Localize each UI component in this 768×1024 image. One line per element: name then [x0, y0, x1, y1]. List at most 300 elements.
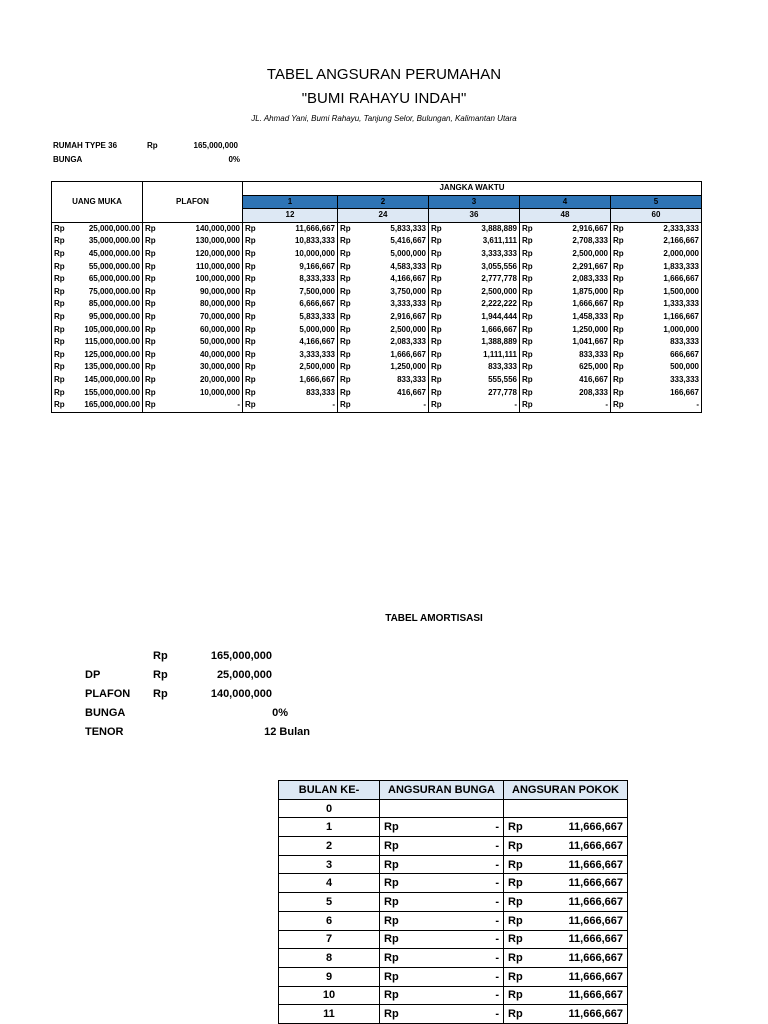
bunga-value: - — [495, 858, 499, 871]
currency-cell: Rp — [52, 248, 70, 261]
currency-label: Rp — [384, 933, 399, 946]
installment-cell: 416,667 — [544, 374, 610, 387]
currency-cell: Rp — [340, 299, 351, 309]
table-row — [279, 911, 628, 930]
currency-cell: Rp — [613, 324, 624, 334]
bunga-label: BUNGA — [53, 155, 83, 164]
dp-currency: Rp — [153, 669, 168, 681]
plafon-cell: 60,000,000 — [166, 324, 242, 337]
currency-cell: Rp — [340, 236, 351, 246]
currency-cell: Rp — [431, 223, 442, 233]
table-row — [52, 298, 702, 311]
plafon-cell: 90,000,000 — [166, 286, 242, 299]
installment-cell: 666,667 — [635, 349, 701, 362]
bunga-cell — [380, 1005, 504, 1024]
plafon-cell: 50,000,000 — [166, 336, 242, 349]
currency-cell: Rp — [145, 261, 156, 271]
uang-muka-cell: 95,000,000.00 — [70, 311, 143, 324]
table-row — [52, 336, 702, 349]
currency-label: Rp — [384, 839, 399, 852]
currency-cell: Rp — [245, 299, 256, 309]
installment-cell: 3,333,333 — [267, 349, 338, 362]
tenor-label: TENOR — [85, 726, 124, 738]
year-header: 5 — [611, 195, 702, 209]
installment-cell: 1,875,000 — [544, 286, 610, 299]
currency-cell: Rp — [522, 248, 533, 258]
table-row — [52, 235, 702, 248]
pokok-split — [508, 1008, 623, 1020]
installment-cell: 3,333,333 — [453, 248, 519, 261]
currency-cell: Rp — [52, 374, 70, 387]
installment-cell: 5,416,667 — [362, 235, 428, 248]
currency-cell: Rp — [145, 374, 156, 384]
currency-cell: Rp — [431, 236, 442, 246]
currency-cell: Rp — [245, 374, 256, 384]
installment-cell: 1,833,333 — [635, 261, 701, 274]
pokok-value: 11,666,667 — [568, 839, 623, 852]
installment-cell: - — [362, 399, 428, 412]
currency-cell: Rp — [143, 399, 167, 412]
currency-cell: Rp — [145, 223, 156, 233]
bunga-value: - — [495, 952, 499, 965]
bunga-cell — [380, 893, 504, 912]
installment-cell: 2,500,000 — [544, 248, 610, 261]
currency-cell: Rp — [522, 274, 533, 284]
pokok-value: 11,666,667 — [568, 933, 623, 946]
currency-cell: Rp — [613, 374, 624, 384]
pokok-value: 11,666,667 — [568, 877, 623, 890]
installment-cell: 333,333 — [635, 374, 701, 387]
pokok-value: 11,666,667 — [568, 895, 623, 908]
currency-cell: Rp — [522, 236, 533, 246]
installment-cell: 555,556 — [453, 374, 519, 387]
currency-cell: Rp — [340, 274, 351, 284]
pokok-split — [508, 821, 623, 833]
pokok-cell — [504, 911, 628, 930]
installment-cell: 208,333 — [544, 387, 610, 400]
currency-label: Rp — [508, 933, 523, 946]
currency-cell: Rp — [431, 387, 442, 397]
installment-cell: 1,944,444 — [453, 311, 519, 324]
table-row — [279, 986, 628, 1005]
currency-cell: Rp — [245, 349, 256, 359]
pokok-split — [508, 989, 623, 1001]
currency-cell: Rp — [429, 399, 454, 412]
currency-cell: Rp — [431, 362, 442, 372]
month-cell: 0 — [279, 799, 380, 818]
currency-cell: Rp — [145, 349, 156, 359]
installment-cell: 4,166,667 — [267, 336, 338, 349]
currency-cell: Rp — [145, 324, 156, 334]
col-angsuran-bunga: ANGSURAN BUNGA — [380, 781, 504, 800]
currency-cell: Rp — [245, 387, 256, 397]
uang-muka-cell: 25,000,000.00 — [70, 222, 143, 235]
table-row — [52, 261, 702, 274]
col-plafon: PLAFON — [143, 182, 243, 223]
currency-label: Rp — [384, 952, 399, 965]
currency-cell: Rp — [431, 324, 442, 334]
pokok-value: 11,666,667 — [568, 1008, 623, 1021]
installment-cell: 2,500,000 — [453, 286, 519, 299]
bunga-cell — [380, 967, 504, 986]
pokok-cell — [504, 967, 628, 986]
year-header: 2 — [338, 195, 429, 209]
installment-cell: - — [453, 399, 519, 412]
month-cell: 4 — [279, 874, 380, 893]
bunga-value: - — [495, 1008, 499, 1021]
installment-cell: 2,291,667 — [544, 261, 610, 274]
currency-cell: Rp — [52, 324, 70, 337]
installment-cell: 5,833,333 — [267, 311, 338, 324]
plafon-label: PLAFON — [85, 688, 131, 700]
currency-cell: Rp — [145, 248, 156, 258]
installment-cell: 1,166,667 — [635, 311, 701, 324]
currency-cell: Rp — [522, 387, 533, 397]
currency-cell: Rp — [52, 399, 70, 412]
month-header: 60 — [611, 209, 702, 223]
table-row — [279, 949, 628, 968]
page-subtitle: "BUMI RAHAYU INDAH" — [301, 90, 467, 107]
month-cell: 8 — [279, 949, 380, 968]
installment-cell: 1,666,667 — [635, 273, 701, 286]
table-row — [52, 222, 702, 235]
currency-cell: Rp — [340, 248, 351, 258]
installment-cell: - — [544, 399, 610, 412]
currency-cell: Rp — [340, 337, 351, 347]
currency-cell: Rp — [431, 248, 442, 258]
plafon-cell: 20,000,000 — [166, 374, 242, 387]
currency-cell: Rp — [338, 399, 363, 412]
currency-cell: Rp — [613, 299, 624, 309]
table-row — [279, 855, 628, 874]
installment-cell: 3,750,000 — [362, 286, 428, 299]
plafon-cell: 40,000,000 — [166, 349, 242, 362]
installment-cell: 2,777,778 — [453, 273, 519, 286]
installment-cell: - — [635, 399, 701, 412]
amortization-table — [278, 780, 628, 1024]
bunga-value: - — [495, 839, 499, 852]
table-row — [279, 967, 628, 986]
currency-cell: Rp — [245, 337, 256, 347]
currency-cell: Rp — [52, 235, 70, 248]
installment-cell: 4,583,333 — [362, 261, 428, 274]
installment-cell: 4,166,667 — [362, 273, 428, 286]
installment-cell: 1,388,889 — [453, 336, 519, 349]
currency-cell: Rp — [340, 374, 351, 384]
pokok-value: 11,666,667 — [568, 970, 623, 983]
installment-cell: 10,000,000 — [267, 248, 338, 261]
installment-cell: - — [267, 399, 338, 412]
table-row — [52, 387, 702, 400]
currency-cell: Rp — [520, 399, 545, 412]
currency-cell: Rp — [522, 223, 533, 233]
pokok-cell — [504, 818, 628, 837]
installment-cell: 5,000,000 — [362, 248, 428, 261]
installment-cell: 1,111,111 — [453, 349, 519, 362]
bunga-cell — [380, 818, 504, 837]
uang-muka-cell: 85,000,000.00 — [70, 298, 143, 311]
table-row — [52, 248, 702, 261]
currency-label: Rp — [508, 839, 523, 852]
currency-label: Rp — [384, 877, 399, 890]
table-row — [279, 837, 628, 856]
currency-cell: Rp — [245, 324, 256, 334]
uang-muka-cell: 135,000,000.00 — [70, 361, 143, 374]
currency-label: Rp — [508, 858, 523, 871]
currency-cell: Rp — [340, 349, 351, 359]
pokok-cell — [504, 1005, 628, 1024]
currency-cell: Rp — [245, 248, 256, 258]
year-header: 1 — [243, 195, 338, 209]
month-cell: 3 — [279, 855, 380, 874]
installment-cell: 625,000 — [544, 361, 610, 374]
installment-cell: 3,055,556 — [453, 261, 519, 274]
plafon-cell: 10,000,000 — [166, 387, 242, 400]
currency-label: Rp — [384, 914, 399, 927]
pokok-value: 11,666,667 — [568, 821, 623, 834]
month-cell: 7 — [279, 930, 380, 949]
currency-cell: Rp — [52, 286, 70, 299]
currency-cell: Rp — [431, 311, 442, 321]
currency-label: Rp — [384, 970, 399, 983]
bunga-cell — [380, 949, 504, 968]
currency-label: Rp — [384, 895, 399, 908]
month-header: 36 — [429, 209, 520, 223]
currency-label: Rp — [508, 970, 523, 983]
currency-cell: Rp — [52, 261, 70, 274]
currency-cell: Rp — [613, 261, 624, 271]
installment-cell: 2,500,000 — [267, 361, 338, 374]
bunga-cell — [380, 837, 504, 856]
currency-cell: Rp — [613, 311, 624, 321]
amortization-body — [279, 799, 628, 1023]
currency-cell: Rp — [522, 337, 533, 347]
currency-cell: Rp — [340, 387, 351, 397]
installment-cell: 1,041,667 — [544, 336, 610, 349]
page-title: TABEL ANGSURAN PERUMAHAN — [266, 66, 502, 83]
uang-muka-cell: 155,000,000.00 — [70, 387, 143, 400]
uang-muka-cell: 115,000,000.00 — [70, 336, 143, 349]
bunga-split — [384, 971, 499, 983]
installment-cell: 833,333 — [635, 336, 701, 349]
month-cell: 9 — [279, 967, 380, 986]
installment-cell: 3,888,889 — [453, 222, 519, 235]
currency-cell: Rp — [611, 399, 636, 412]
pokok-value: 11,666,667 — [568, 952, 623, 965]
installment-cell: 3,611,111 — [453, 235, 519, 248]
currency-cell: Rp — [52, 387, 70, 400]
month-cell: 6 — [279, 911, 380, 930]
currency-cell: Rp — [145, 286, 156, 296]
table-row — [52, 374, 702, 387]
installment-cell: 2,000,000 — [635, 248, 701, 261]
bunga-value: - — [495, 821, 499, 834]
plafon-cell: 80,000,000 — [166, 298, 242, 311]
price-currency: Rp — [147, 141, 158, 150]
table-row — [279, 874, 628, 893]
table-row — [52, 361, 702, 374]
installment-cell: 7,500,000 — [267, 286, 338, 299]
month-header: 24 — [338, 209, 429, 223]
bunga-amort-label: BUNGA — [85, 707, 126, 719]
currency-cell: Rp — [245, 286, 256, 296]
plafon-cell: 130,000,000 — [166, 235, 242, 248]
installment-cell: 833,333 — [267, 387, 338, 400]
installment-table — [51, 181, 702, 413]
currency-cell: Rp — [340, 286, 351, 296]
currency-label: Rp — [508, 989, 523, 1002]
installment-cell: 500,000 — [635, 361, 701, 374]
currency-cell: Rp — [613, 337, 624, 347]
currency-cell: Rp — [52, 349, 70, 362]
bunga-cell — [380, 874, 504, 893]
currency-cell: Rp — [243, 399, 267, 412]
bunga-cell — [380, 911, 504, 930]
currency-cell: Rp — [52, 222, 70, 235]
currency-label: Rp — [384, 821, 399, 834]
bunga-split — [384, 915, 499, 927]
installment-cell: 1,500,000 — [635, 286, 701, 299]
bunga-value: - — [495, 914, 499, 927]
uang-muka-cell: 55,000,000.00 — [70, 261, 143, 274]
currency-cell: Rp — [52, 298, 70, 311]
currency-cell: Rp — [522, 349, 533, 359]
pokok-cell — [504, 986, 628, 1005]
month-cell: 2 — [279, 837, 380, 856]
currency-label: Rp — [508, 821, 523, 834]
installment-cell: 416,667 — [362, 387, 428, 400]
pokok-split — [508, 859, 623, 871]
installment-cell: 1,333,333 — [635, 298, 701, 311]
plafon-value: 140,000,000 — [210, 688, 272, 700]
installment-cell: 2,083,333 — [362, 336, 428, 349]
uang-muka-cell: 145,000,000.00 — [70, 374, 143, 387]
currency-label: Rp — [384, 989, 399, 1002]
table-row — [279, 893, 628, 912]
installment-cell: 1,458,333 — [544, 311, 610, 324]
amortization-title: TABEL AMORTISASI — [385, 613, 483, 624]
installment-cell: 11,666,667 — [267, 222, 338, 235]
plafon-cell: 140,000,000 — [166, 222, 242, 235]
currency-cell: Rp — [145, 236, 156, 246]
table-row — [52, 273, 702, 286]
installment-cell: 9,166,667 — [267, 261, 338, 274]
currency-cell: Rp — [522, 311, 533, 321]
bunga-split — [384, 952, 499, 964]
installment-cell: 10,833,333 — [267, 235, 338, 248]
bunga-value: - — [495, 989, 499, 1002]
currency-cell: Rp — [431, 261, 442, 271]
currency-label: Rp — [508, 914, 523, 927]
currency-cell: Rp — [431, 374, 442, 384]
uang-muka-cell: 45,000,000.00 — [70, 248, 143, 261]
table-row — [52, 286, 702, 299]
installment-cell: 1,666,667 — [362, 349, 428, 362]
uang-muka-cell: 75,000,000.00 — [70, 286, 143, 299]
installment-cell: 2,333,333 — [635, 222, 701, 235]
currency-cell: Rp — [522, 374, 533, 384]
plafon-cell: - — [166, 399, 242, 412]
bunga-cell — [380, 855, 504, 874]
bunga-value: - — [495, 895, 499, 908]
bunga-value: - — [495, 933, 499, 946]
pokok-split — [508, 971, 623, 983]
month-cell: 11 — [279, 1005, 380, 1024]
plafon-cell: 30,000,000 — [166, 361, 242, 374]
currency-label: Rp — [508, 1008, 523, 1021]
currency-cell: Rp — [245, 274, 256, 284]
dp-label: DP — [85, 669, 101, 681]
currency-cell: Rp — [245, 311, 256, 321]
currency-label: Rp — [384, 1008, 399, 1021]
currency-cell: Rp — [245, 223, 256, 233]
pokok-split — [508, 933, 623, 945]
plafon-cell: 120,000,000 — [166, 248, 242, 261]
col-angsuran-pokok: ANGSURAN POKOK — [504, 781, 628, 800]
bunga-split — [384, 821, 499, 833]
bunga-split — [384, 859, 499, 871]
installment-cell: 6,666,667 — [267, 298, 338, 311]
bunga-split — [384, 1008, 499, 1020]
bunga-split — [384, 840, 499, 852]
currency-cell: Rp — [52, 361, 70, 374]
currency-cell: Rp — [340, 223, 351, 233]
currency-cell: Rp — [431, 286, 442, 296]
pokok-split — [508, 840, 623, 852]
uang-muka-cell: 35,000,000.00 — [70, 235, 143, 248]
pokok-split — [508, 952, 623, 964]
plafon-cell: 70,000,000 — [166, 311, 242, 324]
installment-cell: 1,666,667 — [544, 298, 610, 311]
currency-cell: Rp — [52, 311, 70, 324]
month-cell: 1 — [279, 818, 380, 837]
currency-label: Rp — [508, 895, 523, 908]
month-cell: 5 — [279, 893, 380, 912]
col-bulan: BULAN KE- — [279, 781, 380, 800]
installment-cell: 2,222,222 — [453, 298, 519, 311]
currency-cell: Rp — [613, 362, 624, 372]
month-header: 48 — [520, 209, 611, 223]
currency-cell: Rp — [245, 236, 256, 246]
harga-value: 165,000,000 — [210, 650, 272, 662]
installment-cell: 2,916,667 — [544, 222, 610, 235]
harga-currency: Rp — [153, 650, 168, 662]
currency-cell: Rp — [145, 299, 156, 309]
pokok-cell — [504, 930, 628, 949]
pokok-split — [508, 896, 623, 908]
installment-cell: 8,333,333 — [267, 273, 338, 286]
installment-cell: 2,500,000 — [362, 324, 428, 337]
currency-label: Rp — [508, 877, 523, 890]
pokok-split — [508, 915, 623, 927]
plafon-cell: 100,000,000 — [166, 273, 242, 286]
installment-cell: 2,166,667 — [635, 235, 701, 248]
table-row — [52, 399, 702, 412]
currency-cell: Rp — [340, 261, 351, 271]
installment-cell: 2,708,333 — [544, 235, 610, 248]
installment-cell: 1,250,000 — [544, 324, 610, 337]
pokok-cell — [504, 893, 628, 912]
table-row — [52, 349, 702, 362]
currency-cell: Rp — [245, 362, 256, 372]
bunga-cell — [380, 799, 504, 818]
currency-cell: Rp — [340, 362, 351, 372]
tenor-value: 12 Bulan — [264, 726, 310, 738]
installment-cell: 1,000,000 — [635, 324, 701, 337]
table-row — [279, 1005, 628, 1024]
installment-cell: 1,250,000 — [362, 361, 428, 374]
currency-cell: Rp — [522, 261, 533, 271]
